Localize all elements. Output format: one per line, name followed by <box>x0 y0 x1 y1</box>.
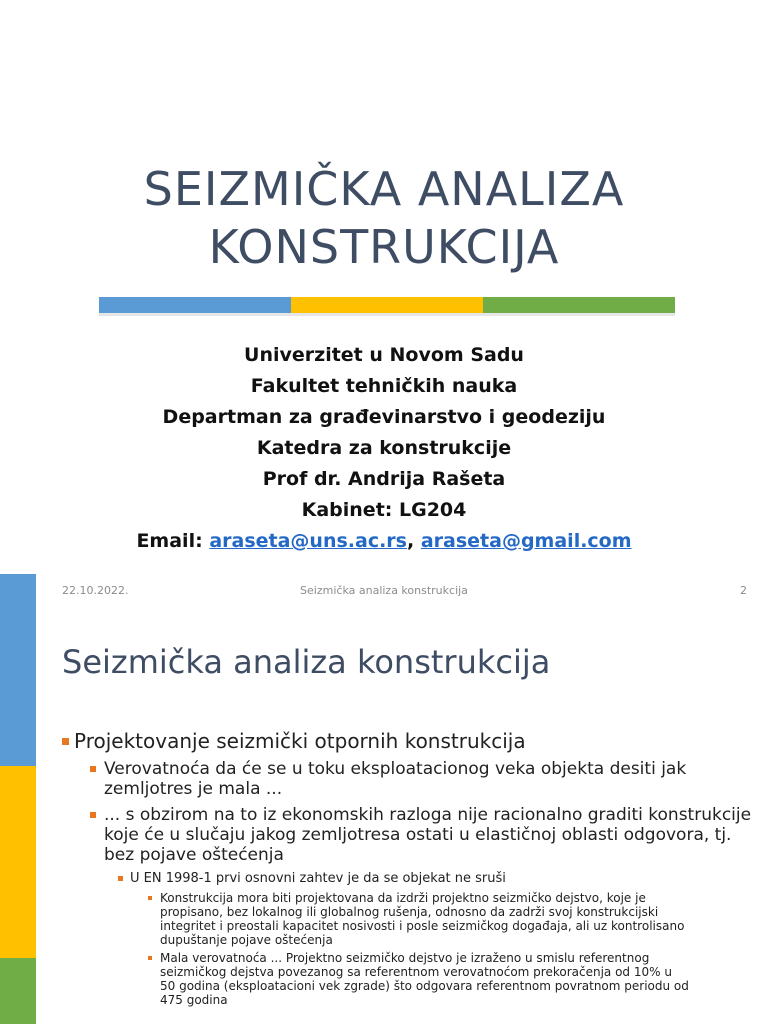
accent-bar-shadow <box>99 313 675 316</box>
slide-header-title: Seizmička analiza konstrukcija <box>300 584 468 597</box>
bullet-item <box>90 759 762 799</box>
bullet-item <box>62 729 762 753</box>
slide-page-number: 2 <box>740 584 747 597</box>
side-strip-green <box>0 958 36 1024</box>
content-slide <box>0 574 768 1024</box>
email-label: Email: <box>136 530 203 552</box>
bullet-item <box>148 891 690 947</box>
title-line-1: SEIZMIČKA ANALIZA <box>143 162 625 216</box>
side-strip-yellow <box>0 766 36 958</box>
bullet-icon <box>148 956 152 960</box>
office-line: Kabinet: LG204 <box>301 499 467 521</box>
bullet-icon <box>90 766 96 772</box>
bullet-item <box>148 951 690 1007</box>
bullet-icon <box>90 812 96 818</box>
bullet-list <box>62 729 762 1011</box>
bullet-item <box>90 805 762 865</box>
accent-bar-yellow <box>291 297 483 313</box>
bullet-icon <box>148 896 152 900</box>
bullet-text: Projektovanje seizmički otpornih konstrukcija <box>74 729 526 753</box>
bullet-text: Verovatnoća da će se u toku eksploatacionog veka objekta desiti jak zemljotres je mala ... <box>104 759 687 799</box>
bullet-icon <box>118 876 123 881</box>
professor-line: Prof dr. Andrija Rašeta <box>262 468 506 490</box>
bullet-text: Mala verovatnoća ... Projektno seizmičko dejstvo je izraženo u smislu referentnog seizmičkog dejstva povezanog sa referentnom verovatnoćom prekoračenja od 10% u 50 godina (eksploatacioni vek zgrade) što odgovara referentnom povratnom periodu od 475 godina <box>160 951 689 1007</box>
slide-title: Seizmička analiza konstrukcija <box>62 643 551 681</box>
faculty-line: Fakultet tehničkih nauka <box>250 375 518 397</box>
bullet-text: U EN 1998-1 prvi osnovni zahtev je da se objekat ne sruši <box>130 871 506 886</box>
title-line-2: KONSTRUKCIJA <box>208 220 560 274</box>
bullet-text: ... s obzirom na to iz ekonomskih razloga nije racionalno graditi konstrukcije koje će u slučaju jakog zemljotresa ostati u elastičnoj oblasti odgovora, tj. bez pojave oštećenja <box>104 805 752 865</box>
bullet-icon <box>62 738 69 745</box>
email-separator: , <box>407 530 415 552</box>
bullet-text: Konstrukcija mora biti projektovana da izdrži projektno seizmičko dejstvo, koje je propisano, bez lokalnog ili globalnog rušenja, odnosno da zadrži svoj konstrukcijski integritet i preostali kapacitet nosivosti i posle seizmičkog događaja, ali uz kontrolisano dupuštanje pojave oštećenja <box>160 891 685 947</box>
university-line: Univerzitet u Novom Sadu <box>244 344 524 366</box>
accent-bar-blue <box>99 297 291 313</box>
side-strip-blue <box>0 574 36 766</box>
slide-date: 22.10.2022. <box>62 584 129 597</box>
department-line: Departman za građevinarstvo i geodeziju <box>162 406 606 428</box>
email-link-gmail[interactable]: araseta@gmail.com <box>420 530 632 552</box>
bullet-item <box>118 871 762 887</box>
email-line <box>0 526 768 557</box>
slide-title <box>0 160 768 276</box>
accent-bar-green <box>483 297 675 313</box>
author-info <box>0 340 768 557</box>
email-link-uns[interactable]: araseta@uns.ac.rs <box>209 530 407 552</box>
chair-line: Katedra za konstrukcije <box>256 437 512 459</box>
